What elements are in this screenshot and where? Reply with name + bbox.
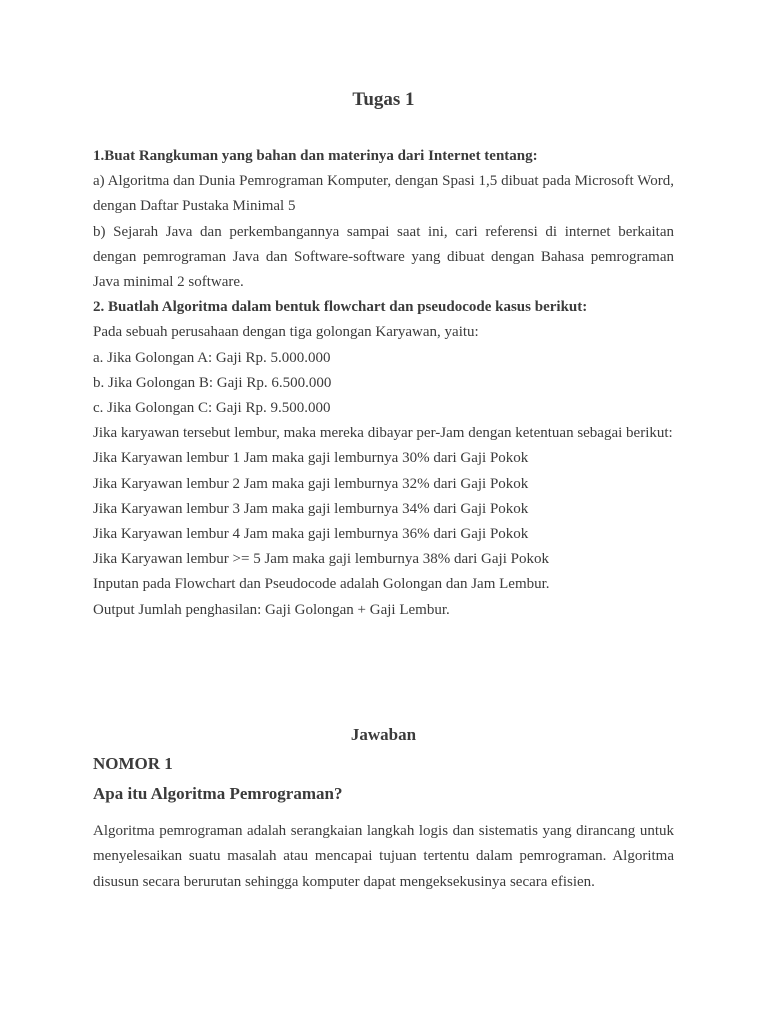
- task2-output: Output Jumlah penghasilan: Gaji Golongan + Gaji Lembur.: [93, 601, 450, 618]
- task2-intro: Pada sebuah perusahaan dengan tiga golongan Karyawan, yaitu:: [93, 324, 479, 341]
- nomor-heading: NOMOR 1: [93, 754, 173, 773]
- task2-heading: 2. Buatlah Algoritma dalam bentuk flowchart dan pseudocode kasus berikut:: [93, 299, 588, 316]
- lembur-rule: Jika Karyawan lembur 4 Jam maka gaji lemburnya 36% dari Gaji Pokok: [93, 526, 529, 543]
- document-title: Tugas 1: [352, 89, 415, 110]
- question-heading: Apa itu Algoritma Pemrograman?: [93, 784, 343, 803]
- lembur-rule: Jika Karyawan lembur 3 Jam maka gaji lemburnya 34% dari Gaji Pokok: [93, 500, 529, 517]
- lembur-rule: Jika Karyawan lembur 1 Jam maka gaji lemburnya 30% dari Gaji Pokok: [93, 450, 529, 467]
- golongan-item: c. Jika Golongan C: Gaji Rp. 9.500.000: [93, 400, 331, 417]
- golongan-item: b. Jika Golongan B: Gaji Rp. 6.500.000: [93, 374, 332, 391]
- task2-input: Inputan pada Flowchart dan Pseudocode adalah Golongan dan Jam Lembur.: [93, 576, 550, 593]
- lembur-rule: Jika Karyawan lembur 2 Jam maka gaji lemburnya 32% dari Gaji Pokok: [93, 475, 529, 492]
- task-section: [93, 144, 674, 623]
- task1-item-a: a) Algoritma dan Dunia Pemrograman Komputer, dengan Spasi 1,5 dibuat pada Microsoft Word, dengan Daftar Pustaka Minimal 5: [93, 173, 674, 215]
- task1-item-b: b) Sejarah Java dan perkembangannya sampai saat ini, cari referensi di internet berkaitan dengan pemrograman Java dan Software-software yang dibuat dengan Bahasa pemrograman Java minimal 2 software.: [93, 223, 674, 291]
- lembur-rule: Jika Karyawan lembur >= 5 Jam maka gaji lemburnya 38% dari Gaji Pokok: [93, 551, 549, 568]
- jawaban-title: Jawaban: [350, 725, 417, 744]
- task1-heading: 1.Buat Rangkuman yang bahan dan materinya dari Internet tentang:: [93, 148, 538, 164]
- lembur-intro: Jika karyawan tersebut lembur, maka mereka dibayar per-Jam dengan ketentuan sebagai berikut:: [93, 425, 673, 442]
- golongan-item: a. Jika Golongan A: Gaji Rp. 5.000.000: [93, 349, 331, 366]
- answer-paragraph: Algoritma pemrograman adalah serangkaian langkah logis dan sistematis yang dirancang untuk menyelesaikan suatu masalah atau mencapai tujuan tertentu dalam pemrograman. Algoritma disusun secara berurutan sehingga komputer dapat mengeksekusinya secara efisien.: [93, 823, 674, 890]
